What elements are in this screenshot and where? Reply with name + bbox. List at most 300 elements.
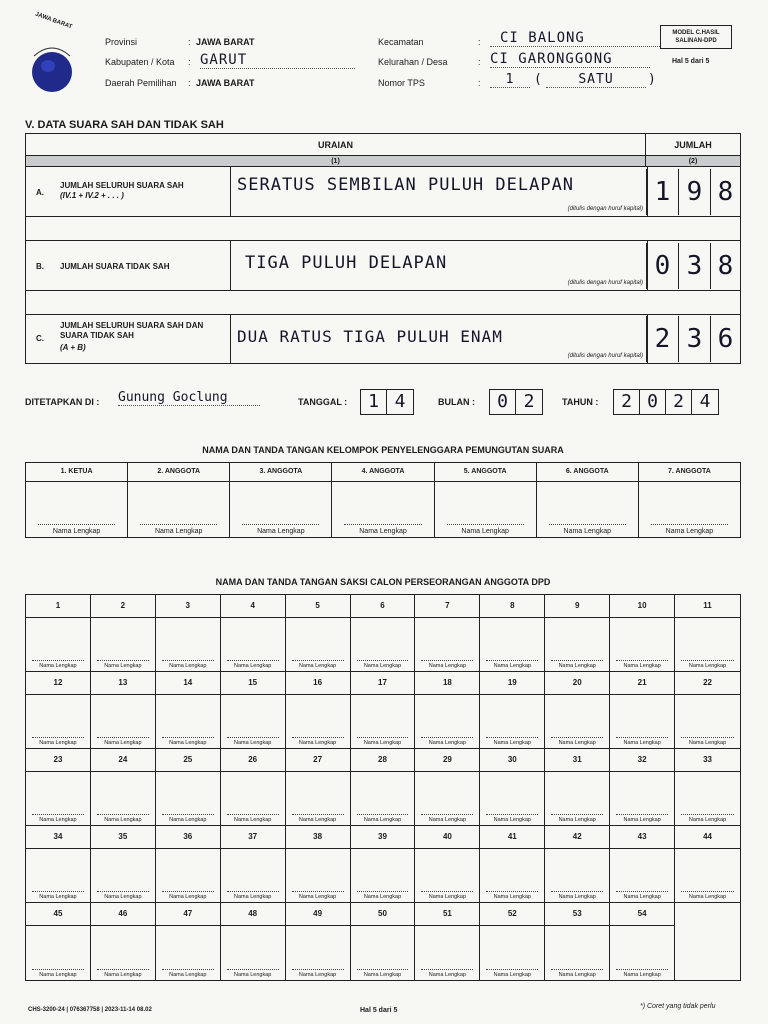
saksi-number: 26 [221,749,285,772]
saksi-cell [351,903,416,980]
saksi-number: 20 [545,672,609,695]
saksi-number: 27 [286,749,350,772]
footer-page: Hal 5 dari 5 [360,1007,398,1014]
saksi-cell [221,903,286,980]
signature-line [38,524,115,525]
nama-lengkap-label: Nama Lengkap [428,740,467,746]
nama-lengkap-label: Nama Lengkap [493,972,531,978]
nama-lengkap-label: Nama Lengkap [623,663,661,669]
kpps-table [25,462,741,538]
saksi-number: 45 [26,903,90,926]
logo-text: JAWA BARAT [34,11,73,31]
saksi-number: 9 [545,595,609,618]
row-c-words: DUA RATUS TIGA PULUH ENAM [237,327,503,346]
saksi-cell [610,672,675,749]
row-a-ditulis: (ditulis dengan huruf kapital) [567,206,643,212]
signature-line [551,969,603,970]
saksi-cell [221,595,286,672]
saksi-number: 37 [221,826,285,849]
nama-lengkap-label: Nama Lengkap [493,817,531,823]
kpps-col-anggota-5 [435,463,537,537]
saksi-number: 28 [351,749,415,772]
row-b-label: JUMLAH SUARA TIDAK SAH [60,262,170,271]
saksi-cell [286,826,351,903]
colon: : [478,57,481,67]
saksi-number: 6 [351,595,415,618]
saksi-cell [286,595,351,672]
header-page-label: Hal 5 dari 5 [672,58,710,65]
saksi-cell [415,826,480,903]
nama-lengkap-label: Nama Lengkap [363,817,402,823]
nama-lengkap-label: Nama Lengkap [428,972,467,978]
saksi-number: 25 [156,749,220,772]
kpps-col-ketua [26,463,128,537]
tps-number: 1 [490,72,530,88]
saksi-cell [91,903,156,980]
signature-line [357,660,409,661]
colon: : [478,37,481,47]
saksi-cell [286,749,351,826]
row-b-digit-3: 8 [710,243,740,289]
row-a-words-cell [230,167,648,216]
nama-lengkap-label: Nama Lengkap [169,663,207,669]
signature-line [616,969,668,970]
signature-line [447,524,524,525]
saksi-number: 44 [675,826,740,849]
dapil-value: JAWA BARAT [196,78,255,88]
saksi-number: 34 [26,826,90,849]
row-c-sub: (A + B) [60,343,86,352]
spacer-row [26,217,740,241]
signature-line [292,814,344,815]
row-a-digit-3: 8 [710,169,740,215]
saksi-cell [26,826,91,903]
model-box [660,25,732,49]
kabupaten-value: GARUT [200,52,355,69]
saksi-cell [156,826,221,903]
signature-line [97,737,149,738]
nama-lengkap-label: Nama Lengkap [234,817,272,823]
signature-line [549,524,626,525]
footer-note: *) Coret yang tidak perlu [640,1003,716,1010]
nama-lengkap-label: Nama Lengkap [257,528,305,535]
kecamatan-label: Kecamatan [378,37,424,47]
nama-lengkap-label: Nama Lengkap [428,663,467,669]
saksi-number: 2 [91,595,155,618]
signature-line [162,969,214,970]
saksi-number: 39 [351,826,415,849]
nama-lengkap-label: Nama Lengkap [104,817,142,823]
signature-line [551,814,603,815]
saksi-cell [26,749,91,826]
signature-line [551,660,603,661]
nama-lengkap-label: Nama Lengkap [558,740,596,746]
saksi-number: 15 [221,672,285,695]
row-a-letter: A. [36,188,44,197]
saksi-cell [26,903,91,980]
signature-line [551,737,603,738]
saksi-number: 53 [545,903,609,926]
tahun-digit-2: 0 [640,390,666,414]
row-b-words: TIGA PULUH DELAPAN [245,253,448,273]
row-b-ditulis: (ditulis dengan huruf kapital) [567,280,643,286]
signature-line [357,814,409,815]
nama-lengkap-label: Nama Lengkap [558,894,596,900]
signature-line [32,969,84,970]
saksi-cell [545,749,610,826]
nama-lengkap-label: Nama Lengkap [298,972,337,978]
saksi-cell [415,595,480,672]
section-v-table [25,133,741,364]
tps-label: Nomor TPS [378,78,425,88]
row-a-digit-1: 1 [646,169,678,215]
dapil-label: Daerah Pemilihan [105,78,177,88]
saksi-cell [91,672,156,749]
saksi-cell [415,903,480,980]
kpps-col-header: 3. ANGGOTA [230,463,331,482]
saksi-cell [91,595,156,672]
nama-lengkap-label: Nama Lengkap [298,817,337,823]
tps-text: SATU [546,72,646,88]
nama-lengkap-label: Nama Lengkap [298,894,337,900]
saksi-number: 46 [91,903,155,926]
saksi-number: 17 [351,672,415,695]
saksi-number: 41 [480,826,544,849]
saksi-number: 1 [26,595,90,618]
tahun-digit-3: 2 [666,390,692,414]
row-a-digit-2: 9 [678,169,710,215]
saksi-number: 22 [675,672,740,695]
tanggal-box [360,389,414,415]
nama-lengkap-label: Nama Lengkap [169,972,207,978]
signature-line [32,737,84,738]
nama-lengkap-label: Nama Lengkap [688,894,727,900]
kpps-col-anggota-4 [332,463,434,537]
saksi-cell [415,672,480,749]
saksi-number: 29 [415,749,479,772]
signature-line [242,524,319,525]
signature-line [486,660,538,661]
signature-line [292,969,344,970]
saksi-cell [221,826,286,903]
ditetapkan-value: Gunung Goclung [118,390,260,406]
nama-lengkap-label: Nama Lengkap [493,894,531,900]
signature-line [162,814,214,815]
saksi-cell [221,749,286,826]
saksi-number: 48 [221,903,285,926]
saksi-number: 49 [286,903,350,926]
nama-lengkap-label: Nama Lengkap [154,528,203,535]
row-c-letter: C. [36,334,44,343]
nama-lengkap-label: Nama Lengkap [688,663,727,669]
saksi-number: 36 [156,826,220,849]
row-b-words-cell [230,241,648,290]
saksi-number: 21 [610,672,674,695]
row-a-sub: (IV.1 + IV.2 + . . . ) [60,191,124,200]
saksi-cell [91,826,156,903]
kabupaten-label: Kabupaten / Kota [105,57,175,67]
signature-line [162,660,214,661]
signature-line [140,524,217,525]
saksi-cell [156,672,221,749]
signature-line [292,891,344,892]
saksi-number: 32 [610,749,674,772]
saksi-number: 52 [480,903,544,926]
saksi-cell [156,595,221,672]
nama-lengkap-label: Nama Lengkap [428,817,467,823]
saksi-cell [610,595,675,672]
nama-lengkap-label: Nama Lengkap [169,817,207,823]
signature-line [292,660,344,661]
nama-lengkap-label: Nama Lengkap [298,663,337,669]
saksi-cell [91,749,156,826]
saksi-number: 12 [26,672,90,695]
signature-line [227,969,279,970]
saksi-number: 35 [91,826,155,849]
signature-line [227,737,279,738]
nama-lengkap-label: Nama Lengkap [665,528,714,535]
saksi-cell [610,826,675,903]
nama-lengkap-label: Nama Lengkap [363,972,402,978]
nama-lengkap-label: Nama Lengkap [623,894,661,900]
signature-line [681,814,734,815]
tanggal-digit-2: 4 [394,391,406,412]
saksi-number: 24 [91,749,155,772]
kelurahan-value: CI GARONGGONG [490,51,650,68]
kelurahan-label: Kelurahan / Desa [378,57,448,67]
signature-line [32,891,84,892]
saksi-number: 42 [545,826,609,849]
signature-line [486,737,538,738]
nama-lengkap-label: Nama Lengkap [623,740,661,746]
tahun-digit-1: 2 [614,390,640,414]
tahun-label: TAHUN : [562,397,599,407]
signature-line [616,891,668,892]
signature-line [292,737,344,738]
kpps-col-header: 6. ANGGOTA [537,463,638,482]
tahun-digit-4: 4 [699,391,711,412]
spacer-row [26,291,740,315]
nama-lengkap-label: Nama Lengkap [234,740,272,746]
kpps-col-header: 7. ANGGOTA [639,463,740,482]
saksi-cell [675,749,740,826]
saksi-cell [221,672,286,749]
nama-lengkap-label: Nama Lengkap [623,817,661,823]
nama-lengkap-label: Nama Lengkap [298,740,337,746]
nama-lengkap-label: Nama Lengkap [563,528,612,535]
nama-lengkap-label: Nama Lengkap [39,817,77,823]
signature-line [486,814,538,815]
saksi-number: 30 [480,749,544,772]
nama-lengkap-label: Nama Lengkap [688,740,727,746]
row-b-digit-2: 3 [678,243,710,289]
nama-lengkap-label: Nama Lengkap [363,740,402,746]
signature-line [97,814,149,815]
signature-line [97,660,149,661]
signature-line [616,814,668,815]
model-line1: MODEL C.HASIL [672,30,720,36]
signature-line [357,737,409,738]
saksi-cell [545,595,610,672]
saksi-cell [610,903,675,980]
saksi-cell [480,595,545,672]
row-a-words: SERATUS SEMBILAN PULUH DELAPAN [237,175,575,195]
saksi-cell [351,826,416,903]
bulan-box [489,389,543,415]
saksi-cell [286,903,351,980]
saksi-number: 4 [221,595,285,618]
nama-lengkap-label: Nama Lengkap [169,740,207,746]
nama-lengkap-label: Nama Lengkap [428,894,467,900]
saksi-number: 14 [156,672,220,695]
signature-line [344,524,421,525]
saksi-number: 50 [351,903,415,926]
signature-line [681,660,734,661]
nama-lengkap-label: Nama Lengkap [169,894,207,900]
bulan-digit-1: 0 [490,390,516,414]
saksi-cell [26,672,91,749]
nama-lengkap-label: Nama Lengkap [558,817,596,823]
saksi-number: 31 [545,749,609,772]
row-c-digit-1: 2 [646,316,678,362]
signature-line [551,891,603,892]
saksi-cell [480,903,545,980]
row-b-digit-1: 0 [646,243,678,289]
row-c-digit-3: 6 [710,316,740,362]
kpps-col-anggota-2 [128,463,230,537]
signature-line [32,814,84,815]
kpps-col-header: 4. ANGGOTA [332,463,433,482]
row-c [26,315,740,363]
signature-line [97,969,149,970]
paren-close: ) [648,72,657,87]
signature-line [486,969,538,970]
saksi-cell [156,749,221,826]
saksi-cell [545,672,610,749]
row-a [26,167,740,217]
signature-line [681,737,734,738]
bulan-label: BULAN : [438,397,475,407]
saksi-cell [351,749,416,826]
colon: : [188,78,191,88]
signature-line [616,737,668,738]
kecamatan-value: CI BALONG [490,30,660,47]
signature-line [421,969,473,970]
signature-line [162,891,214,892]
footer-code: CHS-3200-24 | 076367758 | 2023-11-14 08.02 [28,1007,152,1013]
row-c-label: JUMLAH SELURUH SUARA SAH DAN SUARA TIDAK SAH [60,321,204,340]
nama-lengkap-label: Nama Lengkap [234,894,272,900]
ditetapkan-label: DITETAPKAN DI : [25,397,100,407]
nama-lengkap-label: Nama Lengkap [461,528,509,535]
signature-line [227,814,279,815]
nama-lengkap-label: Nama Lengkap [52,528,101,535]
saksi-number: 5 [286,595,350,618]
model-line2: SALINAN-DPD [675,38,717,44]
signature-line [486,891,538,892]
saksi-number: 47 [156,903,220,926]
row-c-ditulis: (ditulis dengan huruf kapital) [567,353,643,359]
col-1-index: (1) [26,156,646,167]
saksi-grid [25,594,741,981]
saksi-cell [415,749,480,826]
nama-lengkap-label: Nama Lengkap [104,663,142,669]
colon: : [478,78,481,88]
nama-lengkap-label: Nama Lengkap [688,817,727,823]
saksi-cell [545,903,610,980]
provinsi-value: JAWA BARAT [196,37,255,47]
kpps-col-anggota-6 [537,463,639,537]
nama-lengkap-label: Nama Lengkap [234,663,272,669]
nama-lengkap-label: Nama Lengkap [39,894,77,900]
saksi-cell [26,595,91,672]
saksi-cell [156,903,221,980]
signature-line [227,660,279,661]
saksi-number: 23 [26,749,90,772]
signature-line [421,737,473,738]
saksi-cell [545,826,610,903]
nama-lengkap-label: Nama Lengkap [39,663,77,669]
saksi-cell [610,749,675,826]
nama-lengkap-label: Nama Lengkap [558,663,596,669]
kpps-col-header: 1. KETUA [26,463,127,482]
nama-lengkap-label: Nama Lengkap [359,528,407,535]
saksi-cell [480,749,545,826]
saksi-cell [675,595,740,672]
nama-lengkap-label: Nama Lengkap [558,972,596,978]
signature-line [97,891,149,892]
signature-line [651,524,728,525]
kpps-col-header: 5. ANGGOTA [435,463,536,482]
row-c-words-cell [230,315,648,363]
nama-lengkap-label: Nama Lengkap [104,740,142,746]
signature-line [162,737,214,738]
saksi-cell [351,595,416,672]
nama-lengkap-label: Nama Lengkap [493,740,531,746]
saksi-number: 3 [156,595,220,618]
saksi-number: 8 [480,595,544,618]
nama-lengkap-label: Nama Lengkap [363,894,402,900]
saksi-number: 54 [610,903,674,926]
saksi-title: NAMA DAN TANDA TANGAN SAKSI CALON PERSEORANGAN ANGGOTA DPD [215,577,551,587]
kpps-title: NAMA DAN TANDA TANGAN KELOMPOK PENYELENGGARA PEMUNGUTAN SUARA [202,445,564,455]
row-b [26,241,740,291]
nama-lengkap-label: Nama Lengkap [363,663,402,669]
signature-line [616,660,668,661]
paren-open: ( [534,72,543,87]
saksi-number: 43 [610,826,674,849]
saksi-cell [351,672,416,749]
signature-line [681,891,734,892]
saksi-number: 19 [480,672,544,695]
nama-lengkap-label: Nama Lengkap [493,663,531,669]
saksi-number: 13 [91,672,155,695]
kpps-col-header: 2. ANGGOTA [128,463,229,482]
nama-lengkap-label: Nama Lengkap [39,740,77,746]
signature-line [357,891,409,892]
signature-line [421,814,473,815]
saksi-number: 10 [610,595,674,618]
saksi-number: 38 [286,826,350,849]
tanggal-label: TANGGAL : [298,397,348,407]
colon: : [188,37,191,47]
saksi-number: 33 [675,749,740,772]
tahun-box [613,389,719,415]
saksi-number: 16 [286,672,350,695]
signature-line [32,660,84,661]
kpps-col-anggota-7 [639,463,740,537]
provinsi-label: Provinsi [105,37,138,47]
